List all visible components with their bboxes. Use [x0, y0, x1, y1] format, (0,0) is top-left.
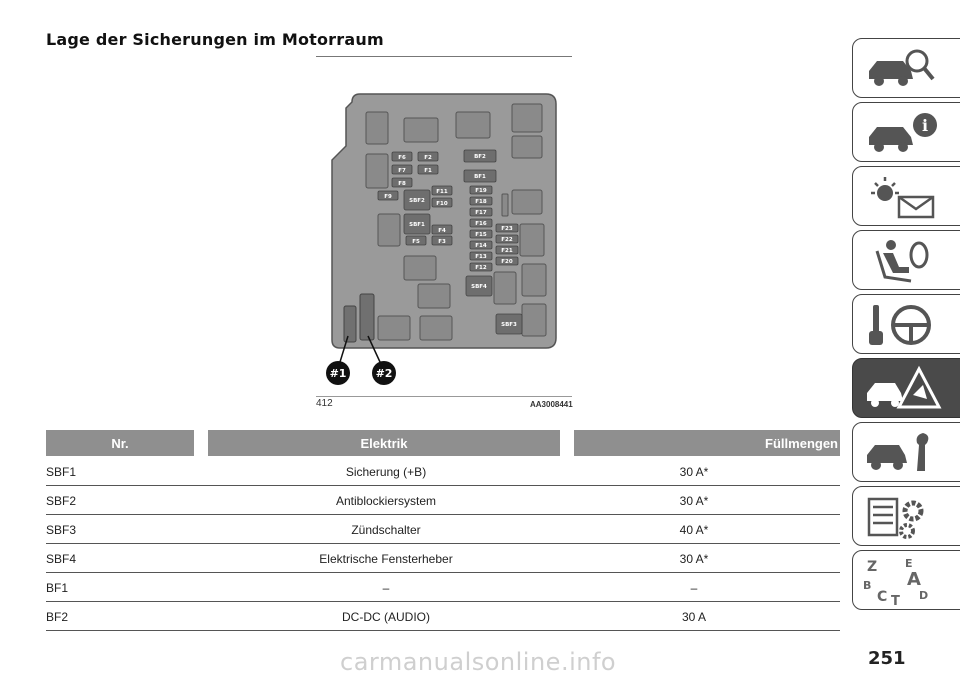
tab-warning-light-message[interactable] — [852, 166, 960, 226]
cell-fuellmengen: 40 A* — [679, 523, 709, 537]
fuse-label: F8 — [398, 181, 406, 187]
tab-car-warning-triangle[interactable] — [852, 358, 960, 418]
callout-2: #2 — [375, 367, 393, 380]
tab-seat-airbag[interactable] — [852, 230, 960, 290]
cell-fuellmengen: 30 A — [681, 610, 707, 624]
svg-text:B: B — [863, 579, 872, 592]
svg-text:A: A — [907, 569, 921, 590]
fuse-label: F16 — [475, 221, 487, 227]
cell-fuellmengen: 30 A* — [679, 494, 709, 508]
fuse-label: F20 — [501, 259, 513, 265]
figure-divider — [316, 396, 572, 397]
page-number: 251 — [868, 648, 906, 669]
fuse-label: F14 — [475, 243, 487, 249]
car-wrench-icon — [863, 429, 943, 477]
key-steering-wheel-icon — [863, 301, 943, 349]
cell-elektrik: Elektrische Fensterheber — [319, 552, 453, 566]
fuse-label: F15 — [475, 232, 487, 238]
cell-elektrik: Sicherung (+B) — [345, 465, 427, 479]
fuse-label: SBF2 — [409, 198, 425, 204]
fuse-label: F6 — [398, 155, 406, 161]
page-title: Lage der Sicherungen im Motorraum — [46, 30, 384, 49]
svg-text:C: C — [877, 589, 888, 605]
seat-airbag-icon — [863, 237, 943, 285]
car-search-icon — [863, 45, 943, 93]
fuse-label: F11 — [436, 189, 448, 195]
table-header-nr: Nr. — [46, 430, 194, 456]
fuse-label: F17 — [475, 210, 487, 216]
callout-1: #1 — [329, 367, 347, 380]
cell-fuellmengen: 30 A* — [679, 552, 709, 566]
fuse-label: F23 — [501, 226, 513, 232]
cell-elektrik: Zündschalter — [351, 523, 421, 537]
table-row — [46, 457, 840, 486]
svg-text:D: D — [919, 589, 929, 602]
tab-car-info[interactable] — [852, 102, 960, 162]
tab-key-steering-wheel[interactable] — [852, 294, 960, 354]
fuse-label: F9 — [384, 194, 392, 200]
figure-number: 412 — [316, 398, 333, 409]
fuse-label: F7 — [398, 168, 406, 174]
svg-text:i: i — [921, 116, 929, 135]
fuse-label: F10 — [436, 201, 448, 207]
table-row — [46, 602, 840, 631]
alphabet-index-icon — [863, 557, 943, 605]
table-row — [46, 544, 840, 573]
cell-elektrik: DC-DC (AUDIO) — [342, 610, 430, 624]
car-warning-triangle-icon — [863, 365, 943, 413]
cell-nr: BF1 — [46, 581, 69, 595]
specs-gears-icon — [863, 493, 943, 541]
cell-elektrik: – — [382, 581, 390, 595]
cell-fuellmengen: 30 A* — [679, 465, 709, 479]
fuse-label: BF1 — [474, 174, 486, 180]
table-row — [46, 515, 840, 544]
cell-elektrik: Antiblockiersystem — [335, 494, 437, 508]
cell-nr: SBF4 — [46, 552, 77, 566]
table-header-elektrik: Elektrik — [208, 430, 560, 456]
fuse-label: SBF3 — [501, 322, 517, 328]
fuse-label: F12 — [475, 265, 487, 271]
warning-light-message-icon — [863, 173, 943, 221]
cell-fuellmengen: – — [690, 581, 698, 595]
fuse-label: F13 — [475, 254, 487, 260]
car-info-icon — [863, 109, 943, 157]
table-row — [46, 573, 840, 602]
fuse-label: SBF1 — [409, 222, 425, 228]
fuse-label: F3 — [438, 239, 446, 245]
svg-text:T: T — [891, 594, 900, 605]
tab-specs-gears[interactable] — [852, 486, 960, 546]
table-row — [46, 486, 840, 515]
cell-nr: SBF1 — [46, 465, 77, 479]
tab-alphabet-index[interactable] — [852, 550, 960, 610]
watermark: carmanualsonline.info — [340, 648, 617, 676]
table-header-fuellmengen-label: Füllmengen — [765, 435, 838, 451]
cell-nr: SBF2 — [46, 494, 77, 508]
fuse-label: F22 — [501, 237, 513, 243]
fuse-label: F1 — [424, 168, 432, 174]
figure-code: AA3008441 — [530, 400, 573, 409]
tab-car-wrench[interactable] — [852, 422, 960, 482]
svg-text:Z: Z — [867, 559, 878, 575]
table-header-fuellmengen — [574, 430, 840, 456]
fuse-label: F18 — [475, 199, 487, 205]
svg-text:E: E — [905, 557, 913, 570]
cell-nr: BF2 — [46, 610, 69, 624]
tab-car-search[interactable] — [852, 38, 960, 98]
fuse-label: SBF4 — [471, 284, 487, 290]
fuse-label: F19 — [475, 188, 487, 194]
fuse-box-figure — [316, 90, 586, 394]
cell-nr: SBF3 — [46, 523, 77, 537]
fuse-label: BF2 — [474, 154, 486, 160]
fuse-label: F2 — [424, 155, 432, 161]
fuse-label: F21 — [501, 248, 513, 254]
fuse-label: F4 — [438, 228, 446, 234]
fuse-label: F5 — [412, 239, 420, 245]
title-divider — [316, 56, 572, 57]
